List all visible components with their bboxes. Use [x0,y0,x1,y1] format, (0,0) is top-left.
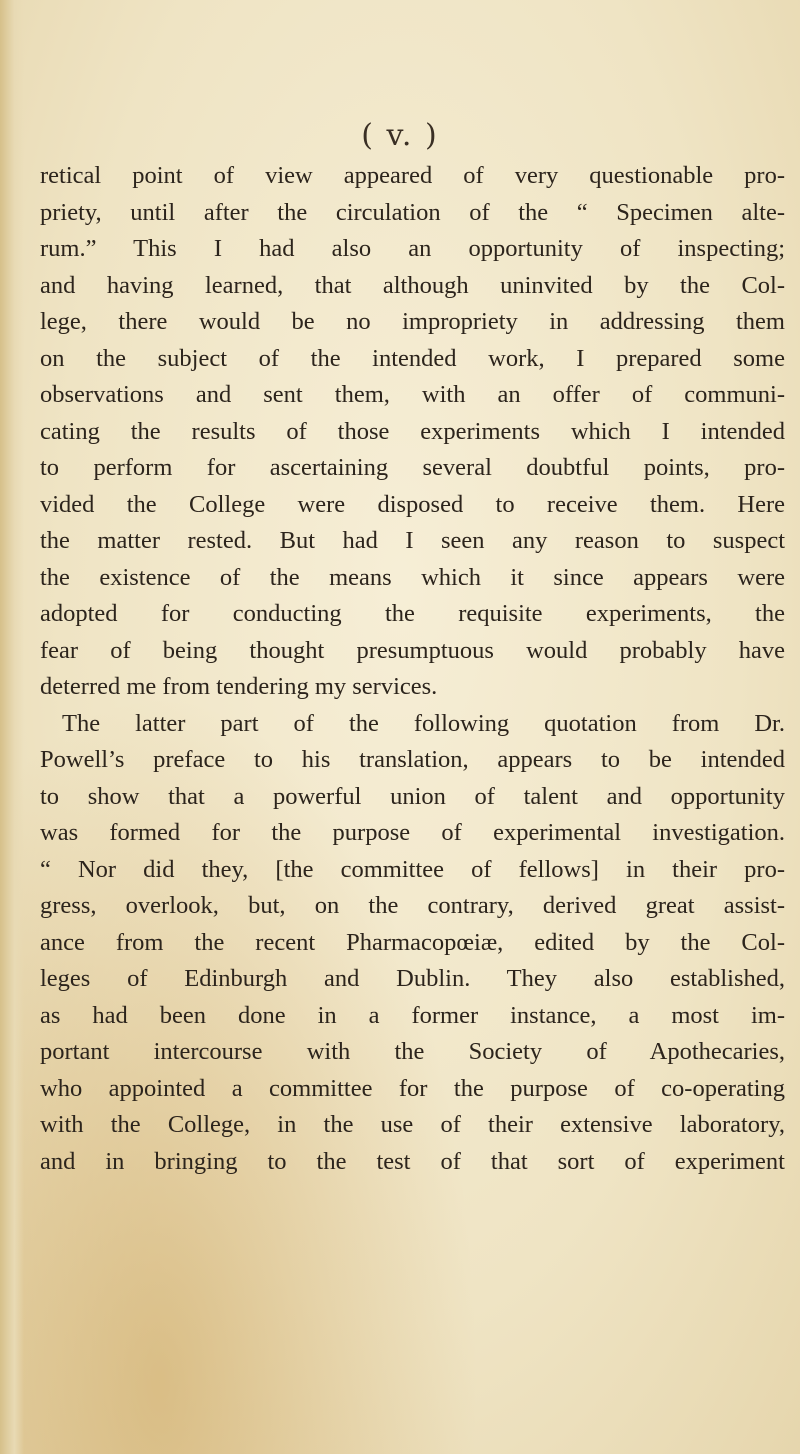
text-line: the existence of the means which it since appears were [40,563,785,591]
text-line: and in bringing to the test of that sort of experiment [40,1147,785,1175]
text-line: as had been done in a former instance, a most im- [40,1001,785,1029]
text-line: rum.” This I had also an opportunity of inspecting; [40,235,785,262]
text-line: on the subject of the intended work, I prepared some [40,344,785,372]
text-line: vided the College were disposed to receive them. Here [40,490,785,518]
text-line: cating the results of those experiments which I intended [40,417,785,445]
text-line: who appointed a committee for the purpose of co-operating [40,1074,785,1102]
page-gutter [0,0,24,1454]
text-line: to perform for ascertaining several doubtful points, pro- [40,454,785,481]
text-line: ance from the recent Pharmacopœiæ, edited by the Col- [40,928,785,956]
text-line: adopted for conducting the requisite experiments, the [40,600,785,627]
text-line: fear of being thought presumptuous would probably have [40,636,785,664]
text-line: with the College, in the use of their extensive laboratory, [40,1111,785,1138]
text-line: lege, there would be no impropriety in addressing them [40,308,785,335]
text-line: leges of Edinburgh and Dublin. They also established, [40,965,785,992]
page-number: ( v. ) [361,118,439,153]
text-line: deterred me from tendering my services. [40,673,438,700]
text-line: to show that a powerful union of talent and opportunity [40,782,785,810]
text-line: Powell’s preface to his translation, appears to be intended [40,746,785,773]
body-text [40,158,785,1180]
text-line: retical point of view appeared of very questionable pro- [40,162,785,189]
text-line: and having learned, that although uninvited by the Col- [40,271,785,299]
text-line: “ Nor did they, [the committee of fellows] in their pro- [40,855,785,883]
text-line: the matter rested. But had I seen any reason to suspect [40,527,785,554]
text-line: portant intercourse with the Society of Apothecaries, [40,1038,785,1065]
text-line: gress, overlook, but, on the contrary, derived great assist- [40,892,785,919]
text-line: observations and sent them, with an offer of communi- [40,381,785,408]
text-line: The latter part of the following quotation from Dr. [62,709,785,737]
text-line: was formed for the purpose of experimental investigation. [40,819,785,846]
text-line: priety, until after the circulation of the “ Specimen alte- [40,198,785,226]
